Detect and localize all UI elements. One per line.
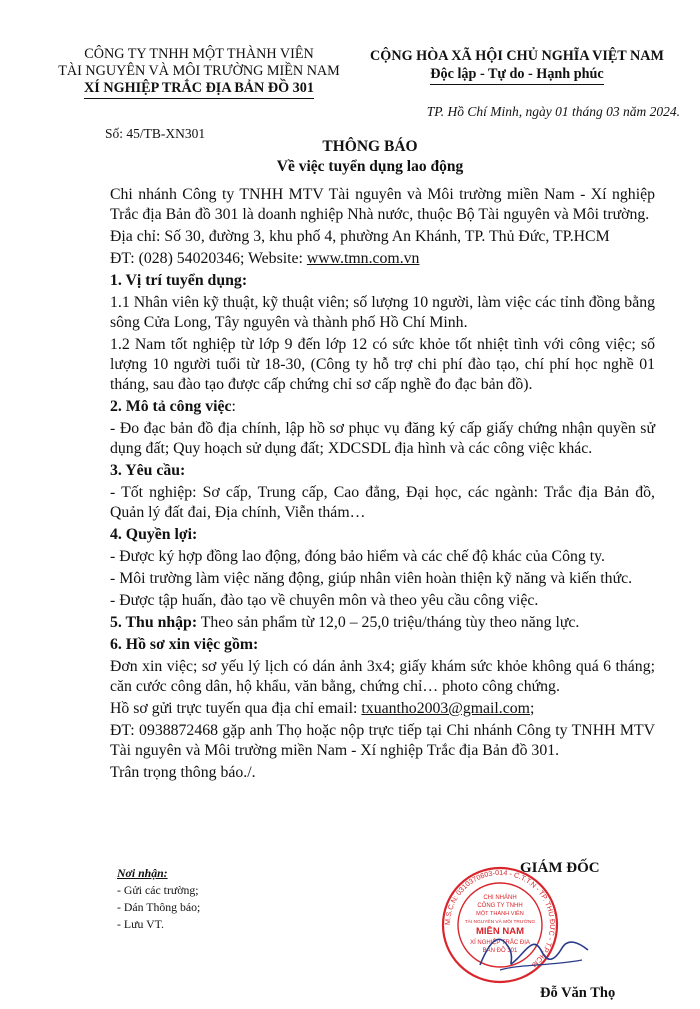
document-subtitle: Về việc tuyển dụng lao động: [276, 158, 464, 175]
section-6-para-2: Hồ sơ gửi trực tuyến qua địa chỉ email: txuantho2003@gmail.com;: [110, 700, 535, 717]
section-5-title: 5. Thu nhập:: [110, 614, 198, 631]
document-date: TP. Hồ Chí Minh, ngày 01 tháng 03 năm 2024.: [426, 104, 680, 119]
section-6-title: 6. Hồ sơ xin việc gồm:: [110, 636, 259, 653]
section-1-title: 1. Vị trí tuyển dụng:: [110, 272, 248, 289]
section-1-para-2: 1.2 Nam tốt nghiệp từ lớp 9 đến lớp 12 có sức khỏe tốt nhiệt tình với công việc; số lượng 10 người tuổi từ 18-30, (Công ty hỗ trợ chi phí đào tạo, chí phí học nghề 01 tháng, sau đào tạo được cấp chứng chỉ sơ cấp nghề đo đạc bản đồ).: [110, 336, 655, 393]
document-title: THÔNG BÁO: [322, 138, 418, 155]
stamp-line: TÀI NGUYÊN VÀ MÔI TRƯỜNG: [464, 920, 536, 925]
section-3-para-1: - Tốt nghiệp: Sơ cấp, Trung cấp, Cao đẳng, Đại học, các ngành: Trắc địa Bản đồ, Quản lý đất đai, Địa chính, Viễn thám…: [110, 484, 655, 521]
section-4-para-3: - Được tập huấn, đào tạo về chuyên môn và theo yêu cầu công việc.: [110, 592, 539, 609]
section-1-para-1: 1.1 Nhân viên kỹ thuật, kỹ thuật viên; số lượng 10 người, làm việc các tỉnh đồng bằng sông Cửa Long, Tây nguyên và thành phố Hồ Chí Minh.: [110, 294, 655, 331]
document-body: [110, 185, 655, 783]
contact-line: ĐT: (028) 54020346; Website: www.tmn.com.vn: [110, 250, 420, 267]
stamp-line: BẢN ĐỒ 301: [482, 948, 518, 954]
motto: Độc lập - Tự do - Hạnh phúc: [430, 65, 603, 85]
stamp-line: XÍ NGHIỆP TRẮC ĐỊA: [470, 940, 530, 946]
national-header: [352, 47, 682, 85]
recipients-heading: Nơi nhận:: [117, 866, 168, 880]
stamp-line: CHI NHÁNH: [483, 895, 517, 901]
section-4-para-2: - Môi trường làm việc năng động, giúp nhân viên hoàn thiện kỹ năng và kiến thức.: [110, 570, 633, 587]
section-3-title: 3. Yêu cầu:: [110, 462, 186, 479]
recipient-item: - Gửi các trường;: [117, 883, 199, 897]
stamp-ring-text: M.S.C.N: 0310370603-014 - C.T.T.N - TP. THỦ ĐỨC - T.P.HCM: [442, 867, 558, 970]
recipient-item: - Lưu VT.: [117, 917, 164, 931]
recipients-block: [117, 865, 200, 933]
org-line-1: CÔNG TY TNHH MỘT THÀNH VIÊN: [84, 46, 314, 62]
signature-role: GIÁM ĐỐC: [520, 860, 600, 876]
section-4-title: 4. Quyền lợi:: [110, 526, 198, 543]
section-6-para-1: Đơn xin việc; sơ yếu lý lịch có dán ảnh 3x4; giấy khám sức khỏe không quá 6 tháng; căn cước công dân, hộ khẩu, văn bằng, chứng chỉ… photo công chứng.: [110, 658, 655, 695]
org-line-2: TÀI NGUYÊN VÀ MÔI TRƯỜNG MIỀN NAM: [58, 63, 340, 79]
website-link[interactable]: www.tmn.com.vn: [306, 250, 420, 267]
intro-paragraph: Chi nhánh Công ty TNHH MTV Tài nguyên và Môi trường miền Nam - Xí nghiệp Trắc địa Bản đồ 301 là doanh nghiệp Nhà nước, thuộc Bộ Tài nguyên và Môi trường.: [110, 186, 655, 223]
document-number: Số: 45/TB-XN301: [105, 126, 206, 141]
section-2-para-1: - Đo đạc bản đồ địa chính, lập hồ sơ phục vụ đăng ký cấp giấy chứng nhận quyền sử dụng đất; Quy hoạch sử dụng đất; XDCSDL địa hình và các công việc khác.: [110, 420, 655, 457]
closing-line: Trân trọng thông báo./.: [110, 764, 256, 781]
signer-name: Đỗ Văn Thọ: [540, 985, 616, 1001]
recipient-item: - Dán Thông báo;: [117, 900, 201, 914]
stamp-line: MỘT THÀNH VIÊN: [476, 911, 524, 917]
section-5-line: 5. Thu nhập: Theo sản phẩm từ 12,0 – 25,0 triệu/tháng tùy theo năng lực.: [110, 614, 580, 631]
section-4-para-1: - Được ký hợp đồng lao động, đóng bảo hiểm và các chế độ khác của Công ty.: [110, 548, 605, 565]
handwritten-signature: [470, 920, 600, 980]
org-line-3: XÍ NGHIỆP TRẮC ĐỊA BẢN ĐỒ 301: [84, 80, 314, 99]
stamp-line: CÔNG TY TNHH: [477, 903, 523, 909]
section-2-title: 2. Mô tả công việc:: [110, 398, 236, 415]
stamp-line: MIỀN NAM: [475, 926, 525, 937]
email-link[interactable]: txuantho2003@gmail.com: [361, 700, 530, 717]
address-line: Địa chỉ: Số 30, đường 3, khu phố 4, phường An Khánh, TP. Thủ Đức, TP.HCM: [110, 228, 610, 245]
country-name: CỘNG HÒA XÃ HỘI CHỦ NGHĨA VIỆT NAM: [370, 48, 664, 64]
section-6-para-3: ĐT: 0938872468 gặp anh Thọ hoặc nộp trực tiếp tại Chi nhánh Công ty TNHH MTV Tài nguyên và Môi trường miền Nam - Xí nghiệp Trắc địa Bản đồ 301.: [110, 722, 655, 759]
organization-header: [40, 46, 358, 99]
